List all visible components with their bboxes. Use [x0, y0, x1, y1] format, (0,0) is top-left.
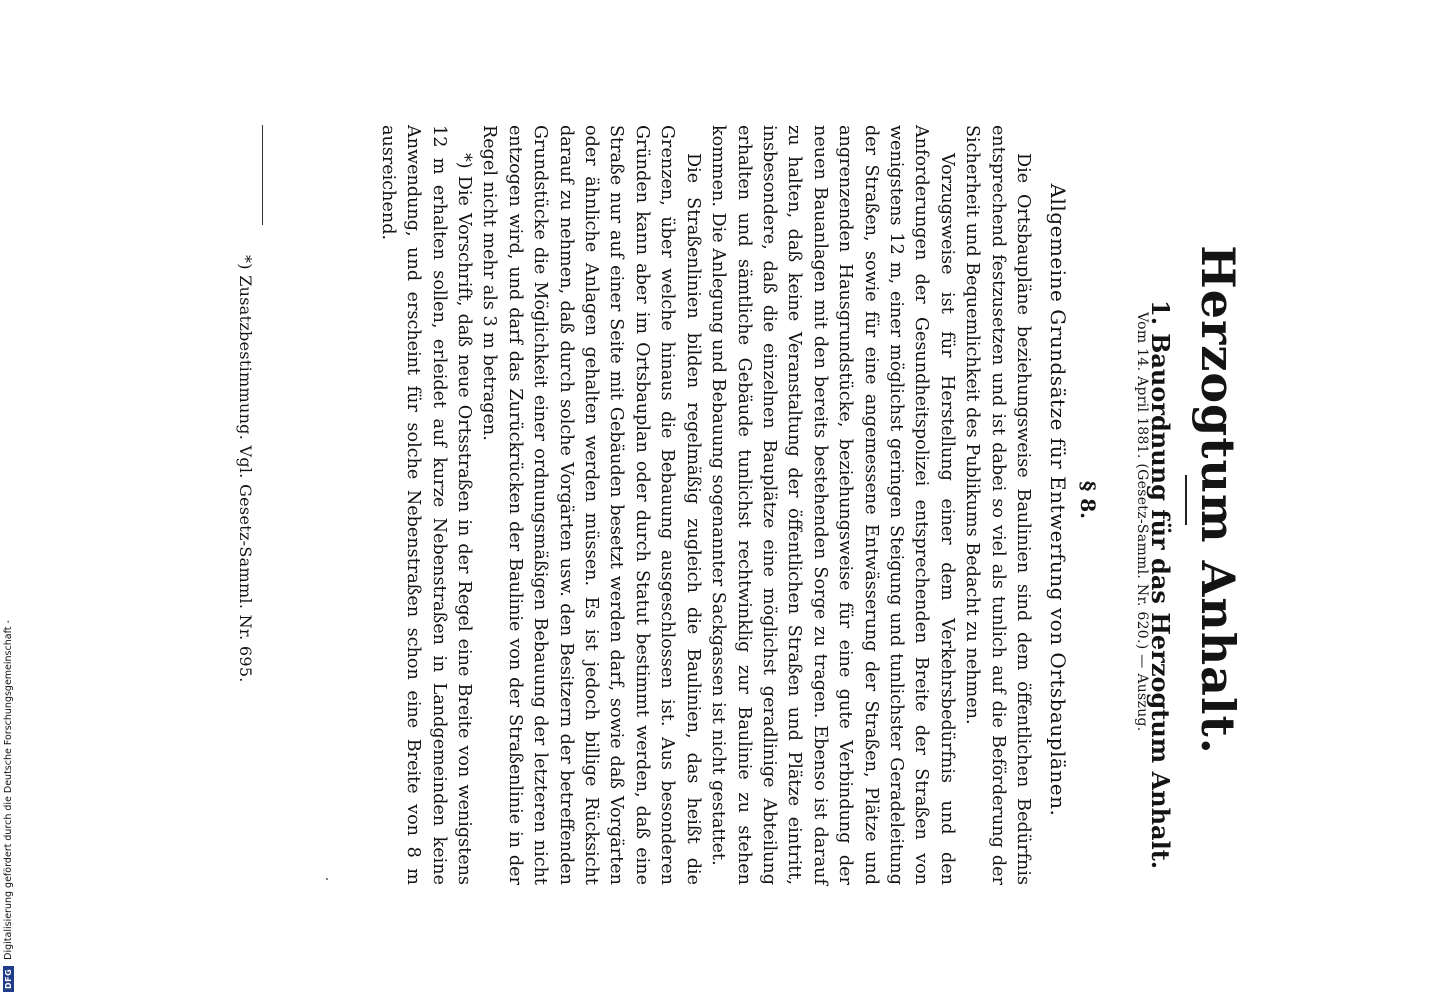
- section-heading: Allgemeine Grundsätze für Entwerfung von Ortsbauplänen.: [1046, 183, 1070, 817]
- credit-text: Digitalisierung gefördert durch die Deutsche Forschungsgemeinschaft -: [2, 620, 14, 960]
- title-divider: [1185, 475, 1187, 525]
- paragraph: Die Straßenlinien bilden regelmäßig zugleich die Baulinien, das heißt die Grenzen, über welche hinaus die Bebauung ausgeschlossen ist. Aus besonderen Gründen kann aber im Ortsbauplan oder durch Statut bestimmt werden, daß eine Straße nur auf einer Seite mit Gebäuden besetzt werden darf, sowie daß Vorgärten oder ähnliche Anlagen gehalten werden müssen. Es ist jedoch billige Rücksicht darauf zu nehmen, daß durch solche Vorgärten usw. den Besitzern der betreffenden Grundstücke die Möglichkeit einer ordnungsmäßigen Bebauung der letzteren nicht entzogen wird, und darf das Zurückrücken der Baulinie von der Straßenlinie in der Regel nicht mehr als 3 m betragen.: [479, 125, 703, 885]
- body-text: [374, 125, 1035, 885]
- paragraph: *) Die Vorschrift, daß neue Ortsstraßen in der Regel eine Breite von wenigstens 12 m erhalten sollen, erleidet auf kurze Nebenstraßen in Landgemeinden keine Anwendung, und erscheint für solche Nebenstraßen schon eine Breite von 8 m ausreichend.: [377, 125, 475, 885]
- section-mark: § 8.: [1076, 480, 1100, 520]
- digitization-credit: [0, 0, 16, 1000]
- dfg-logo: DFG: [3, 966, 14, 992]
- paragraph: Vorzugsweise ist für Herstellung einer dem Verkehrsbedürfnis und den Anforderungen der Gesundheitspolizei entsprechenden Breite der Straßen von wenigstens 12 m, einer möglichst geringen Steigung und tunlichster Geradeleitung der Straßen, sowie für eine angemessene Entwässerung der Straßen, Plätze und angrenzenden Hausgrundstücke, beziehungsweise für eine gute Verbindung der neuen Bauanlagen mit den bereits bestehenden Sorge zu tragen. Ebenso ist darauf zu halten, daß keine Veranstaltung der öffentlichen Straßen und Plätze eintritt, insbesondere, daß die einzelnen Bauplätze eine möglichst geradlinige Abteilung erhalten und sämtliche Gebäude tunlichst rechtwinklig zur Baulinie zu stehen kommen. Die Anlegung und Bebauung sogenannter Sackgassen ist nicht gestattet.: [708, 125, 957, 885]
- subtitle-number: 1.: [1146, 300, 1175, 326]
- paragraph: Die Ortsbaupläne beziehungsweise Baulinien sind dem öffentlichen Bedürfnis entsprechend festzusetzen und ist dabei so viel als tunlich auf die Beförderung der Sicherheit und Bequemlichkeit des Publikums Bedacht zu nehmen.: [962, 125, 1033, 885]
- date-line: Vom 14. April 1881. (Gesetz-Samml. Nr. 620.) — Auszug.: [1134, 312, 1150, 732]
- subtitle: [1146, 300, 1175, 869]
- footnote-separator: [262, 125, 263, 225]
- subtitle-text: Bauordnung für das Herzogtum Anhalt.: [1146, 333, 1175, 870]
- footnote: *) Zusatzbestimmung. Vgl. Gesetz-Samml. Nr. 695.: [236, 255, 255, 683]
- page-title: Herzogtum Anhalt.: [1191, 245, 1245, 755]
- speck: [326, 878, 328, 880]
